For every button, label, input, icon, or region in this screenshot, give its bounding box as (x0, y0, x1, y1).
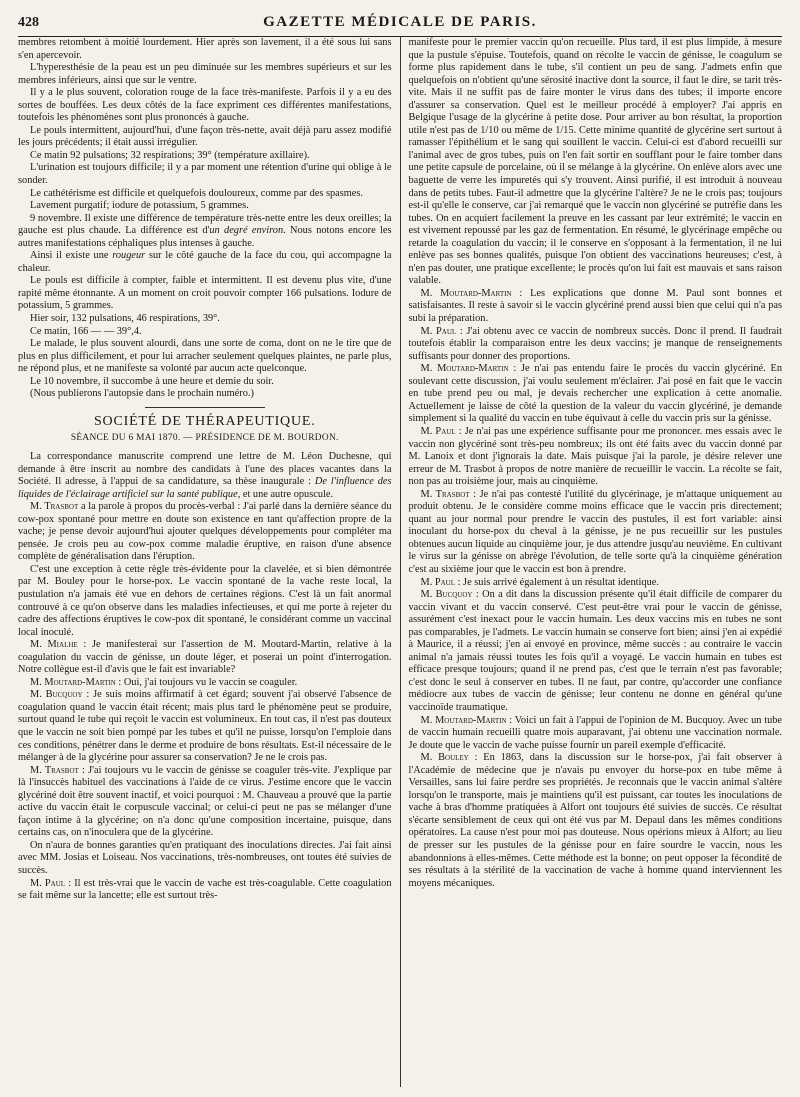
speaker-name: M. Paul (420, 325, 457, 337)
text: : En 1863, dans la discussion sur le horse-pox, j'ai fait observer à l'Académie de médecine que je n'avais pu envoyer du horse-pox en tube même à Versailles, sans lui faire perdre ses propriétés. Je reconnais que le vaccin animal s'altère lorsqu'on le transporte, mais je maintiens qu'il est puissant, car toutes les inoculations de vache à bras d'homme pratiquées à Alfort ont toujours été suivies de succès. Ce résultat s'écarte sensiblement de ceux qui ont été vus par M. Depaul dans les mêmes conditions opératoires. La cause n'est pour moi pas douteuse. Nous opérions mieux à Alfort; au lieu de presser sur les pustules de la génisse pour en faire sourdre le vaccin, nous les abandonnions à elles-mêmes. Cette méthode est la bonne; on peut opposer la fécondité de ses résultats à la stérilité de la vaccination de vache à homme quand interviennent les moyens mécaniques. (408, 752, 782, 889)
paragraph (18, 677, 392, 690)
text: , et une autre opuscule. (237, 488, 334, 500)
paragraph (409, 288, 783, 326)
text: : J'ai toujours vu le vaccin de génisse se coaguler très-vite. J'explique par là l'insuccès habituel des vaccinations à l'aide de ce virus. J'estime encore que le vaccin glycériné doit être souvent inactif, et voici pourquoi : M. Chauveau a prouvé que la partie active du vaccin était le corpuscule vaccinal; or celui-ci peut ne pas se mélanger d'une façon intime à la glycérine; on n'a donc qu'une composition incertaine, puisque, dans certains cas, on n'inoculera que de la glycérine. (18, 764, 392, 839)
paragraph: Le pouls est difficile à compter, faible et intermittent. Il est devenu plus vite, d'une rapité même étonnante. A un moment on croit pouvoir compter 166 pulsations. Iodure de potassium, 5 grammes. (18, 275, 392, 312)
emphasis: De l'influence des liquides de l'éclairage artificiel sur la santé publique (18, 476, 392, 500)
text: : Je n'ai pas contesté l'utilité du glycérinage, je m'attaque uniquement au produit obtenu. Je le considère comme moins efficace que le vaccin pris directement; quant au jour normal pour prendre le vaccin des pustules, il est fort variable: ainsi inoculant du horse-pox du cheval à la génisse, je ne pus recueillir sur les pustules obtenues aucun liquide au cinquième jour, je dus attendre jusqu'au neuvième. En cultivant le virus sur la génisse on abrège l'évolution, de telle sorte qu'à la cinquième génération c'est au sixième jour que le vaccin est bon à prendre. (408, 488, 782, 575)
text: Ainsi il existe une (30, 250, 113, 262)
article-columns (18, 37, 782, 1087)
text: : On a dit dans la discussion présente qu'il était difficile de comparer du vaccin vivant et du vaccin conservé. C'est peut-être vrai pour le vaccin de génisse, assurément c'est inexact pour le vaccin humain. Les deux vaccins mis en tubes ne sont pas comparables, je l'admets. Le vaccin humain se conserve fort bien; ainsi j'en ai expédié à Maurice, il a réussi; j'en ai envoyé en province, même succès : au contraire le vaccin animal n'a jamais réussi toutes les fois qu'il a voyagé. Le vaccin humain en tubes est efficace presque toujours; quand il ne prend pas, c'est que le terrain n'est pas favorable; c'est donc le seul à conserver en tubes. Il ne faut, par contre, qu'accorder une confiance médiocre aux tubes de vaccin de génisse; leur contenu ne donne en général qu'une vaccinoïde traumatique. (408, 589, 782, 713)
speaker-name: M. Paul (30, 877, 66, 889)
speaker-name: M. Moutard-Martin (420, 363, 509, 375)
speaker-name: M. Trasbot (420, 488, 470, 500)
text: sur le côté gauche de la face du cou, qui accompagne la chaleur. (18, 250, 392, 274)
paragraph (18, 451, 392, 501)
emphasis: rougeur (112, 250, 146, 262)
paragraph: (Nous publierons l'autopsie dans le prochain numéro.) (30, 388, 254, 400)
paragraph (409, 489, 783, 577)
speaker-name: M. Mialhe (30, 639, 78, 651)
paragraph: Hier soir, 132 pulsations, 46 respirations, 39°. (30, 313, 220, 325)
text: a la parole à propos du procès-verbal : J'ai parlé dans la dernière séance du cow-pox spontané pour mettre en doute son existence en tant qu'affection propre de la vache; je pense devoir aujourd'hui ajouter quelques développements pour compléter ma pensée. Je crois peu au cow-pox comme maladie éruptive, en raison d'une absence complète de généralisation dans l'éruption. (18, 501, 392, 563)
paragraph (18, 639, 392, 677)
text: : Je manifesterai sur l'assertion de M. Moutard-Martin, relative à la coagulation du vaccin de génisse, un doute léger, et poserai un point d'interrogation. Notre collègue est-il d'avis que le fait est invariable? (18, 639, 392, 676)
text: : Je suis arrivé également à un résultat identique. (455, 576, 659, 588)
paragraph (409, 326, 783, 364)
text: : Voici un fait à l'appui de l'opinion de M. Bucquoy. Avec un tube de vaccin humain recueilli quatre mois auparavant, j'ai obtenu une vaccination normale. Je doute que le vaccin de vache puisse fournir un pareil exemple d'efficacité. (408, 714, 782, 751)
right-column (401, 37, 783, 1087)
speaker-name: M. Moutard-Martin (420, 287, 512, 299)
paragraph (409, 715, 783, 753)
paragraph: Le malade, le plus souvent alourdi, dans une sorte de coma, dont on ne le tire que de plus en plus difficilement, et pour lui arracher seulement quelques plaintes, ne parle plus, ne répond plus, et ne manifeste sa volonté par aucun acte quelconque. (18, 338, 392, 375)
emphasis: un degré environ (209, 225, 284, 237)
paragraph: Ce matin, 166 — — 39°,4. (30, 325, 142, 337)
text: 9 novembre. Il existe une différence de température très-nette entre les deux oreilles; la gauche est plus chaude. La différence est d' (18, 212, 392, 237)
text: : Il est très-vrai que le vaccin de vache est très-coagulable. Cette coagulation se fait même sur la lancette; elle est surtout très- (18, 877, 392, 902)
text: . Nous notons encore les autres manifestations céphaliques plus intenses à gauche. (18, 225, 392, 249)
paragraph (409, 577, 783, 590)
paragraph (18, 250, 392, 275)
paragraph (18, 765, 392, 840)
paragraph (409, 752, 783, 890)
paragraph (409, 426, 783, 489)
paragraph: Il y a le plus souvent, coloration rouge de la face très-manifeste. Parfois il y a eu des sortes de bouffées. Les deux côtés de la face expriment ces différentes manifestations, toutefois les phénomènes sont plus prononcés à gauche. (18, 87, 392, 124)
speaker-name: M. Paul (420, 425, 456, 437)
speaker-name: M. Moutard-Martin (420, 714, 507, 726)
text: : J'ai obtenu avec ce vaccin de nombreux succès. Donc il prend. Il faudrait toutefois établir la comparaison entre les deux vaccins; je manque de renseignements suffisants pour donner des proportions. (408, 325, 782, 362)
left-column (18, 37, 400, 1087)
speaker-name: M. Bucquoy (30, 689, 83, 701)
speaker-name: M. Moutard-Martin (30, 676, 116, 688)
section-subtitle: SÉANCE DU 6 MAI 1870. — PRÉSIDENCE DE M. BOURDON. (70, 433, 339, 444)
paragraph: On n'aura de bonnes garanties qu'en pratiquant des inoculations directes. J'ai fait ainsi avec MM. Josias et Loiseau. Nos vaccinations, très-nombreuses, ont toutes été suivies de succès. (18, 839, 392, 876)
page-number: 428 (18, 15, 39, 30)
text: : Oui, j'ai toujours vu le vaccin se coaguler. (115, 676, 298, 688)
paragraph: Le 10 novembre, il succombe à une heure et demie du soir. (30, 375, 274, 387)
journal-title: GAZETTE MÉDICALE DE PARIS. (263, 14, 537, 30)
speaker-name: M. Paul (420, 576, 456, 588)
paragraph: Lavement purgatif; iodure de potassium, 5 grammes. (30, 200, 249, 212)
paragraph: Ce matin 92 pulsations; 32 respirations; 39° (température axillaire). (30, 149, 310, 161)
paragraph: membres retombent à moitié lourdement. Hier après son lavement, il a été sous lui sans s'en apercevoir. (18, 37, 392, 61)
paragraph (18, 213, 392, 251)
speaker-name: M. Trasbot (30, 764, 79, 776)
paragraph: Le cathétérisme est difficile et quelquefois douloureux, comme par des spasmes. (30, 187, 363, 199)
speaker-name: M. Bouley (420, 752, 469, 764)
section-rule (145, 407, 265, 408)
text: : Les explications que donne M. Paul sont bonnes et satisfaisantes. Il reste à savoir si le vaccin glycériné prend aussi bien que celui qui n'a pas subi la préparation. (408, 287, 782, 325)
paragraph: C'est une exception à cette règle très-évidente pour la clavelée, et si bien démontrée par M. Bouley pour le horse-pox. Le vaccin spontané de la vache reste local, la pustulation n'a jamais été vue en dehors de certaines régions. C'est là un fait anormal controuvé à ce qu'on observe dans les maladies infectieuses, et qui me porte à rejeter du cadre des affections éruptives le cow-pox dit spontané, le considérant comme un vaccinal local inoculé. (18, 563, 392, 638)
paragraph (409, 363, 783, 426)
paragraph: manifeste pour le premier vaccin qu'on recueille. Plus tard, il est plus limpide, à mesure que la pustule s'épuise. Toutefois, quand on récolte le vaccin de génisse, le coagulum se forme plus rapidement dans le tube, s'il contient un peu de sang. J'admets enfin que quelquefois on n'obtient qu'une sérosité inactive dont la source, il faut le dire, se tarit très-vite. Mais il ne suffit pas de faire monter le virus dans des tubes; il importe encore d'assurer sa conservation. Quel est le meilleur procédé à employer? J'ai appris en Belgique l'usage de la glycérine à petite dose. Pour arriver au bon résultat, la proportion utile n'est pas de 1/10 ou même de 1/15. Cette minime quantité de glycérine sert surtout à ramasser l'épithélium et le sang qui souillent le vaccin. Celui-ci est d'abord recueilli sur l'animal avec de gros tubes, puis on l'en fait sortir en soufflant pour le faire tomber dans une petite capsule de porcelaine, où il se mélange à la glycérine. On enlève alors avec une baguette de verre les impuretés qui s'y trouvent. Ainsi purifié, il est introduit à nouveau dans de petits tubes. Faut-il admettre que la glycérine l'altère? Je ne le crois pas; toujours est-il qu'elle le conserve, car j'ai remarqué que le vaccin non glycériné se putréfie dans les tubes. On en acquiert facilement la preuve en les cassant par leur extrémité; le vaccin en est vivement repoussé par les gaz de fermentation. En résumé, le glycérinage empêche ou retarde la coagulation du vaccin; il le conserve en s'opposant à la fermentation, il ne lui enlève pas ses bonnes qualités, puisque l'on obtient des vaccinations heureuses; c'est, à n'en pas douter, une pratique excellente; le procès qu'on lui fait est mauvais et sans raison valable. (408, 37, 782, 287)
paragraph: Le pouls intermittent, aujourd'hui, d'une façon très-nette, avait déjà paru assez modifié les jours précédents; il était aussi irrégulier. (18, 124, 392, 149)
speaker-name: M. Trasbot (30, 501, 79, 513)
text: La correspondance manuscrite comprend une lettre de M. Léon Duchesne, qui demande à être inscrit au nombre des candidats à l'une des places vacantes dans la Société. Il adresse, à l'appui de sa candidature, sa thèse inaugurale : (18, 450, 392, 488)
text: : Je n'ai pas entendu faire le procès du vaccin glycériné. En soulevant cette discussion, j'ai voulu seulement m'éclairer. J'ai posé en fait que le vaccin en tube prend peu ou mal, je devais rechercher une explication à cette anomalie. Actuellement je laisse de côté la question de la valeur du vaccin glycériné, je demande simplement si la qualité du vaccin en tube équivaut à celle du vaccin pris sur la génisse. (408, 363, 782, 425)
paragraph (18, 878, 392, 903)
speaker-name: M. Bucquoy (420, 589, 473, 601)
page-header (18, 14, 782, 37)
paragraph (18, 501, 392, 564)
paragraph (18, 689, 392, 764)
paragraph: L'hyperesthésie de la peau est un peu diminuée sur les membres supérieurs et sur les membres inférieurs, ainsi que sur le ventre. (18, 62, 392, 86)
text: : Je n'ai pas une expérience suffisante pour me prononcer. mes essais avec le vaccin non glycériné sont très-peu nombreux; ils ont été faits avec du vaccin donné par M. Lanoix et dont j'ignorais la date. Mais puisque j'ai la parole, je désire relever une erreur de M. Trasbot à propos de notre manière de recueillir le vaccin. La récolte se fait, non pas au troisième jour, mais au cinquième. (408, 425, 782, 488)
section-title: SOCIÉTÉ DE THÉRAPEUTIQUE. (93, 413, 316, 429)
paragraph: L'urination est toujours difficile; il y a par moment une rétention d'urine qui oblige à le sonder. (18, 162, 392, 187)
text: : Je suis moins affirmatif à cet égard; souvent j'ai observé l'absence de coagulation quand le vaccin était récent; mais plus tard le phénomène peut se produire, surtout quand le tube qui reçoit le vaccin est volumineux. En tout cas, il n'est pas douteux que le vaccin ne soit bien pompé par les tubes et qu'il ne puisse, lorsqu'on l'emploie dans ces conditions, pénétrer dans le derme et produire de bons résultats. Est-il nécessaire de le mélanger à de la glycérine pour assurer sa conservation? Je ne le crois pas. (18, 689, 392, 764)
paragraph (409, 589, 783, 714)
